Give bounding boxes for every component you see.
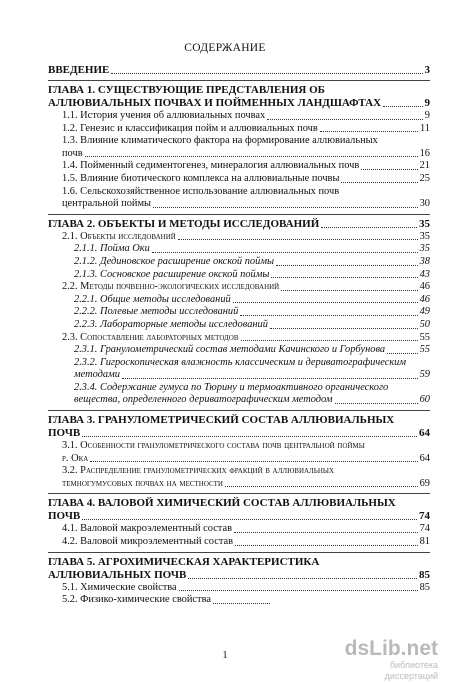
toc-item[interactable]: 4.2. Валовой микроэлементный состав 81	[62, 536, 430, 548]
toc-intro-label: ВВЕДЕНИЕ	[48, 64, 110, 76]
chapter-4-page: 74	[419, 510, 430, 523]
toc-title: СОДЕРЖАНИЕ	[184, 42, 266, 54]
toc-item[interactable]: 3.2. Распределение гранулометрических фракций в аллювиальных темногумусовых почвах на местности 69	[62, 465, 430, 489]
toc-chapter-1[interactable]	[48, 80, 430, 110]
toc-item[interactable]: 5.2. Физико-химические свойства	[62, 594, 272, 607]
chapter-3-title-line1: ГЛАВА 3. ГРАНУЛОМЕТРИЧЕСКИЙ СОСТАВ АЛЛЮВИАЛЬНЫХ	[48, 414, 395, 427]
chapter-4-title-line1: ГЛАВА 4. ВАЛОВОЙ ХИМИЧЕСКИЙ СОСТАВ АЛЛЮВИАЛЬНЫХ	[48, 497, 396, 510]
toc-item[interactable]: 1.3. Влияние климатического фактора на формирование аллювиальных почв 16	[62, 135, 430, 159]
toc-chapter-3[interactable]	[48, 410, 430, 440]
toc-item[interactable]: 2.3. Сопоставление лабораторных методов 55	[62, 331, 430, 343]
toc-intro-page: 3	[424, 64, 430, 76]
toc-item[interactable]: 1.1. История учения об аллювиальных почвах 9	[62, 110, 430, 121]
chapter-5-page: 85	[419, 568, 430, 581]
toc-item[interactable]: 2.1. Объекты исследований 35	[62, 230, 430, 242]
toc-item[interactable]: 1.4. Пойменный седиментогенез, минералогия аллювиальных почв 21	[62, 160, 430, 172]
chapter-1-sections	[48, 110, 430, 211]
chapter-3-page: 64	[419, 427, 430, 440]
toc-chapter-2[interactable]	[48, 214, 430, 231]
chapter-5-title-line2: АЛЛЮВИАЛЬНЫХ ПОЧВ	[48, 568, 187, 581]
watermark-logo-text: dsLib.net	[344, 637, 438, 660]
toc-item[interactable]: 1.5. Влияние биотического комплекса на аллювиальные почвы 25	[62, 172, 430, 184]
toc-item[interactable]: 2.3.1. Гранулометрический состав методами Качинского и Горбунова 55	[74, 344, 430, 356]
chapter-3-title-line2: ПОЧВ	[48, 427, 81, 440]
toc-item[interactable]: 1.6. Сельскохозяйственное использование аллювиальных почв центральной поймы 30	[62, 185, 430, 210]
chapter-4-title-line2: ПОЧВ	[48, 510, 81, 523]
toc-item[interactable]: 2.2.3. Лабораторные методы исследований 50	[74, 318, 430, 330]
toc-item[interactable]: 4.1. Валовой макроэлементный состав 74	[62, 523, 430, 535]
toc-chapter-5[interactable]	[48, 552, 430, 582]
chapter-4-sections	[48, 523, 430, 548]
toc-item[interactable]: 5.1. Химические свойства 85	[62, 581, 430, 593]
toc-item[interactable]: 2.2.2. Полевые методы исследований 49	[74, 306, 430, 318]
chapter-2-sections	[48, 231, 430, 407]
page-number: 1	[222, 650, 228, 661]
toc-item[interactable]: 2.2. Методы почвенно-экологических исследований 46	[62, 281, 430, 293]
toc-item[interactable]: 2.1.2. Дединовское расширение окской поймы 38	[74, 255, 430, 267]
toc-item[interactable]: 3.1. Особенности гранулометрического состава почв центральной поймы р. Ока 64	[62, 440, 430, 464]
watermark-subtitle: библиотека диссертаций	[384, 660, 438, 681]
chapter-5-sections	[48, 582, 430, 607]
chapter-1-title-line2: АЛЛЮВИАЛЬНЫХ ПОЧВАХ И ПОЙМЕННЫХ ЛАНДШАФТАХ	[48, 97, 382, 109]
toc-item[interactable]: 2.3.2. Гигроскопическая влажность классическим и дериватографическим методами 59	[74, 356, 430, 381]
chapter-3-sections	[48, 440, 430, 490]
table-of-contents	[48, 58, 430, 607]
chapter-1-title-line1: ГЛАВА 1. СУЩЕСТВУЮЩИЕ ПРЕДСТАВЛЕНИЯ ОБ	[48, 84, 325, 96]
chapter-2-page: 35	[419, 217, 430, 230]
toc-item[interactable]: 2.1.1. Пойма Оки 35	[74, 243, 430, 255]
chapter-5-title-line1: ГЛАВА 5. АГРОХИМИЧЕСКАЯ ХАРАКТЕРИСТИКА	[48, 555, 320, 568]
toc-chapter-4[interactable]	[48, 493, 430, 523]
toc-item[interactable]: 2.1.3. Сосновское расширение окской поймы 43	[74, 268, 430, 280]
chapter-1-page: 9	[424, 97, 430, 109]
watermark-logo	[338, 637, 438, 681]
toc-intro[interactable]	[48, 61, 430, 77]
toc-item[interactable]: 1.2. Генезис и классификация пойм и аллювиальных почв 11	[62, 122, 430, 134]
chapter-2-title: ГЛАВА 2. ОБЪЕКТЫ И МЕТОДЫ ИССЛЕДОВАНИЙ	[48, 217, 320, 230]
toc-item[interactable]: 2.3.4. Содержание гумуса по Тюрину и термоактивного органического вещества, определенного дериватографическим методом 60	[74, 381, 430, 406]
toc-item[interactable]: 2.2.1. Общие методы исследований 46	[74, 293, 430, 305]
